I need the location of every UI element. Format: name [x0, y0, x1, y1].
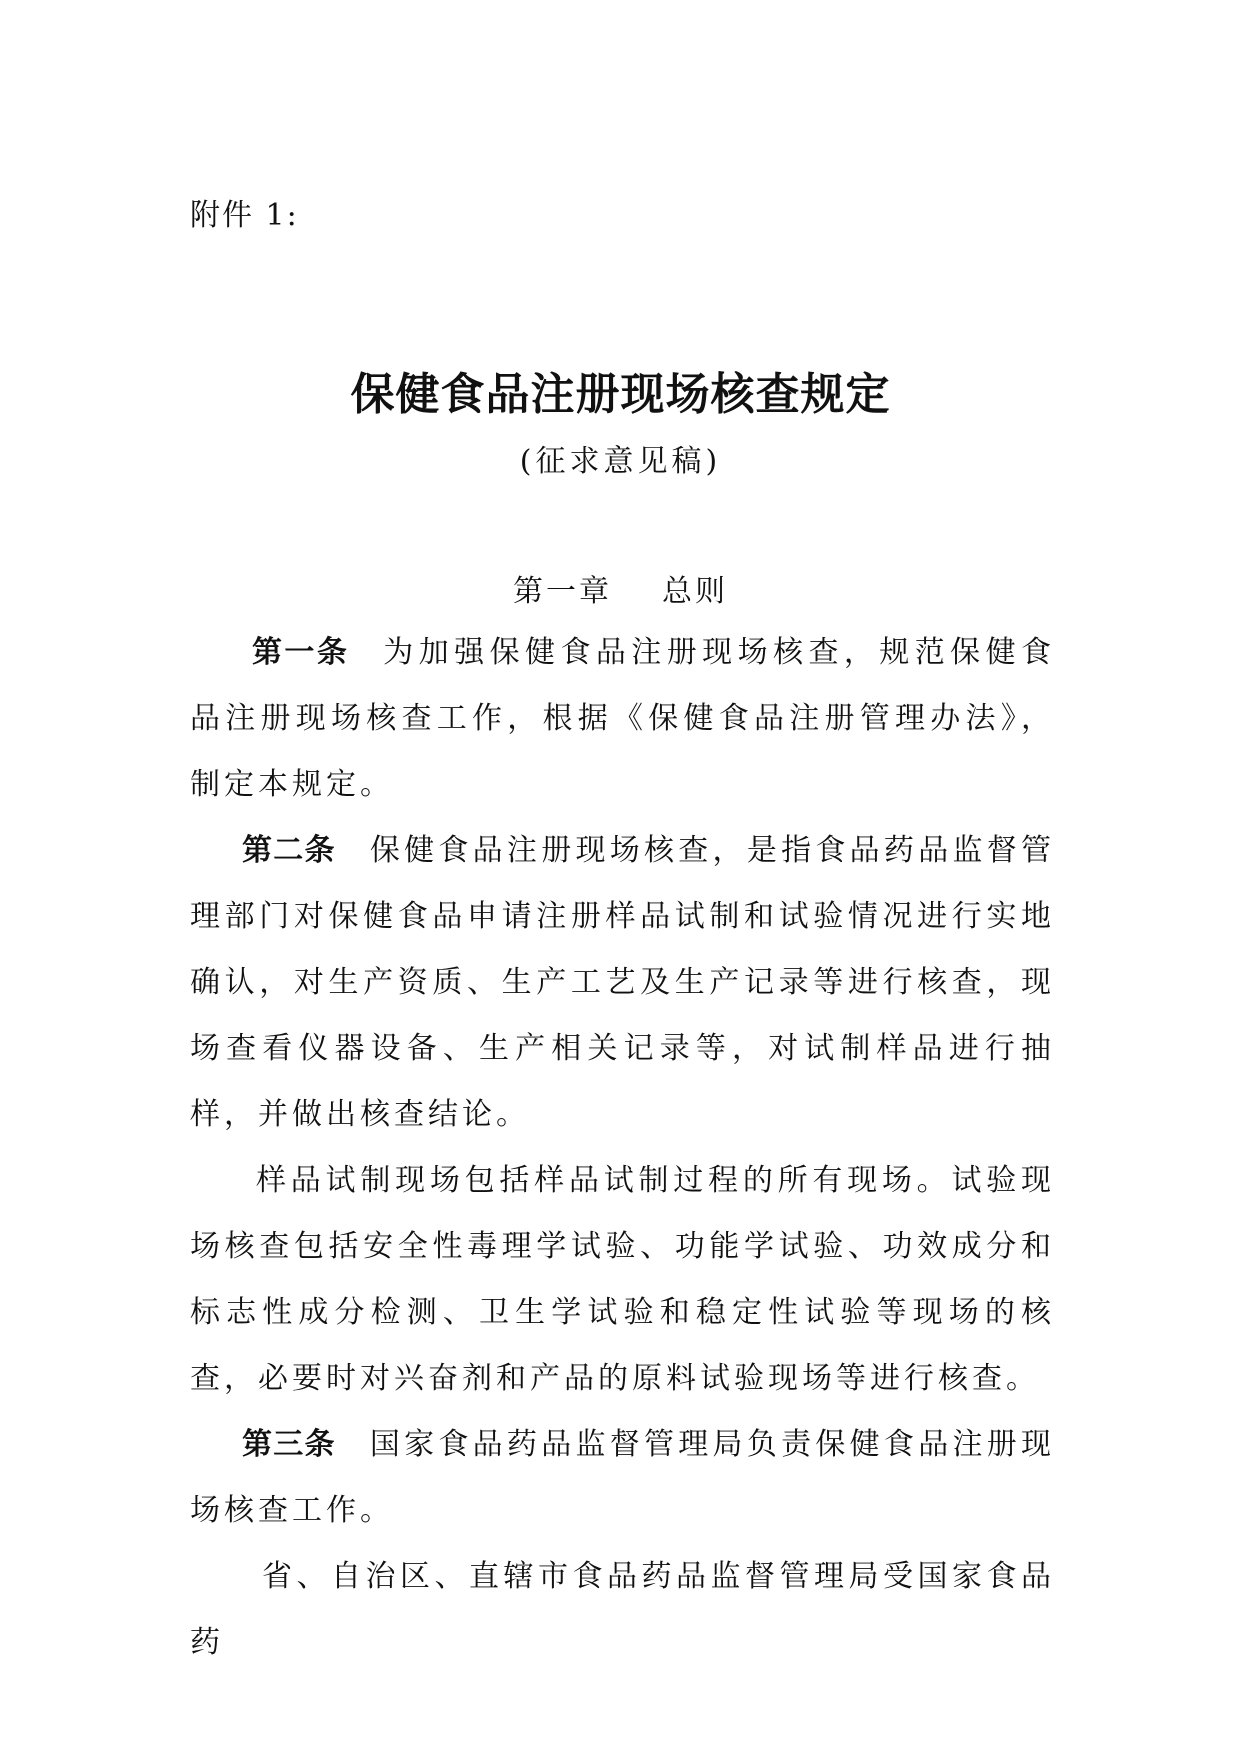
document-title: 保健食品注册现场核查规定	[350, 369, 891, 420]
article-heading: 第三条	[242, 1427, 336, 1462]
chapter-heading	[0, 566, 1241, 610]
paragraph-text: 样品试制现场包括样品试制过程的所有现场。试验现场核查包括安全性毒理学试验、功能学试验、功效成分和标志性成分检测、卫生学试验和稳定性试验等现场的核查，必要时对兴奋剂和产品的原料试验现场等进行核查。	[190, 1163, 1055, 1396]
article-text: 保健食品注册现场核查，是指食品药品监督管理部门对保健食品申请注册样品试制和试验情况进行实地确认，对生产资质、生产工艺及生产记录等进行核查，现场查看仪器设备、生产相关记录等，对试制样品进行抽样，并做出核查结论。	[190, 833, 1056, 1132]
chapter-name: 总则	[662, 574, 728, 609]
document-subtitle: (征求意见稿)	[519, 444, 722, 479]
document-body	[190, 620, 1055, 1676]
article-3	[190, 1412, 1055, 1544]
attachment-label: 附件 1:	[190, 198, 299, 233]
article-2-continuation	[190, 1148, 1055, 1412]
article-text: 为加强保健食品注册现场核查，规范保健食品注册现场核查工作，根据《保健食品注册管理办法》，制定本规定。	[190, 635, 1056, 802]
chapter-number: 第一章	[513, 574, 612, 609]
article-text: 国家食品药品监督管理局负责保健食品注册现场核查工作。	[190, 1427, 1056, 1528]
article-1	[190, 620, 1055, 818]
paragraph-text: 省、自治区、直辖市食品药品监督管理局受国家食品药	[190, 1559, 1055, 1660]
article-heading: 第二条	[242, 833, 336, 868]
article-3-continuation	[190, 1544, 1055, 1676]
article-2	[190, 818, 1055, 1148]
article-heading: 第一条	[252, 635, 350, 670]
